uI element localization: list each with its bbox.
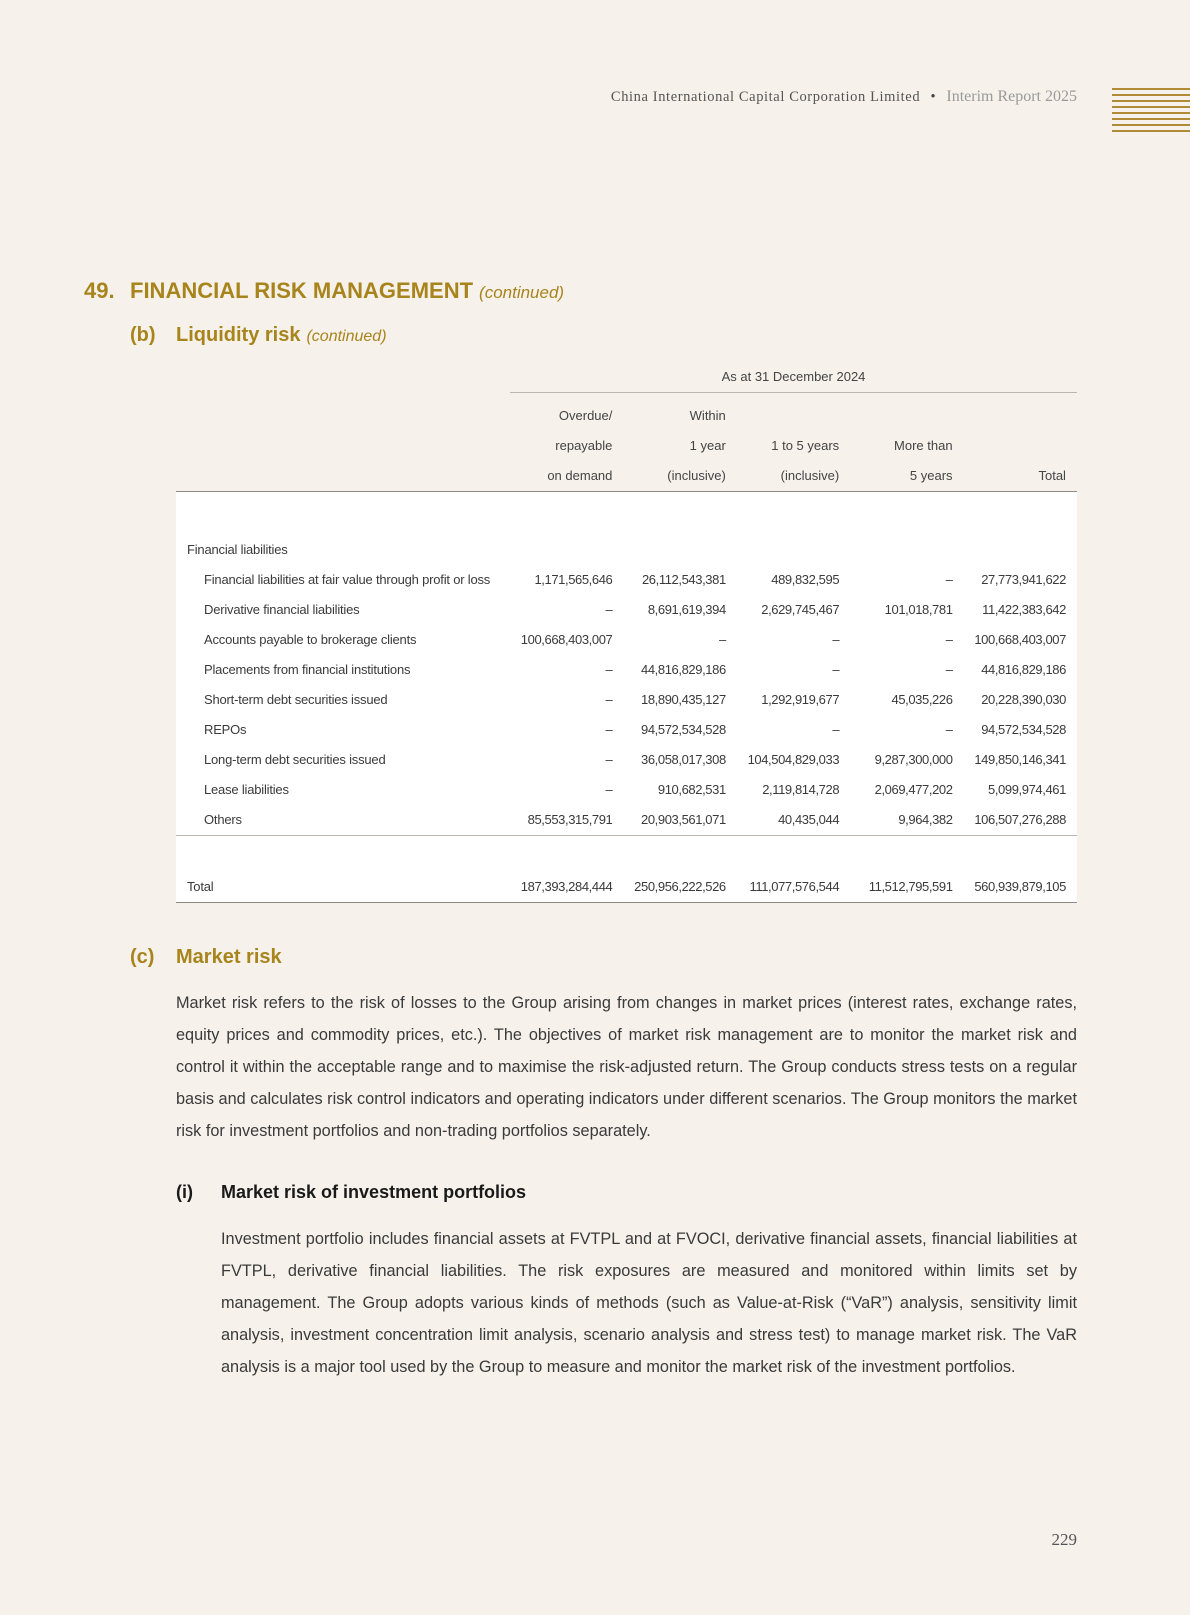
table-row: Placements from financial institutions – 44,816,829,186 – – 44,816,829,186 [204,662,1066,677]
market-risk-paragraph: Market risk refers to the risk of losses to the Group arising from changes in market prices (interest rates, exchange rates, equity prices and commodity prices, etc.). The objectives of market risk management are to monitor the market risk and control it within the acceptable range and to maximise the risk-adjusted return. The Group conducts stress tests on a regular basis and calculates risk control indicators and operating indicators under different scenarios. The Group monitors the market risk for investment portfolios and non-trading portfolios separately. [176,994,1077,1140]
column-header-within-1-year: Within 1 year (inclusive) [667,408,726,483]
subsection-c-i-heading [176,1182,526,1203]
company-name: China International Capital Corporation Limited [610,89,921,105]
subsection-c-label: (c) [130,946,155,968]
investment-portfolio-paragraph: Investment portfolio includes financial assets at FVTPL and at FVOCI, derivative financial assets, financial liabilities at FVTPL, derivative financial liabilities. The risk exposures are measured and monitored within limits set by management. The Group adopts various kinds of methods (such as Value-at-Risk (“VaR”) analysis, sensitivity limit analysis, investment concentration limit analysis, scenario analysis and stress test) to manage market risk. The VaR analysis is a major tool used by the Group to measure and monitor the market risk of the investment portfolios. [221,1230,1077,1376]
table-row: Financial liabilities at fair value through profit or loss 1,171,565,646 26,112,543,381 489,832,595 – 27,773,941,622 [204,572,1066,587]
table-period: As at 31 December 2024 [510,365,1077,393]
subsection-c-i-title: Market risk of investment portfolios [221,1182,527,1202]
table-row: Derivative financial liabilities – 8,691,619,394 2,629,745,467 101,018,781 11,422,383,642 [204,602,1066,617]
subsection-b-label: (b) [130,324,156,346]
subsection-c-title: Market risk [176,946,282,968]
section-title: FINANCIAL RISK MANAGEMENT [130,278,474,303]
table-body [176,492,1077,903]
section-number: 49. [84,278,115,303]
table-row: Short-term debt securities issued – 18,890,435,127 1,292,919,677 45,035,226 20,228,390,030 [204,692,1066,707]
column-header-total: Total [1038,468,1066,483]
table-row: Accounts payable to brokerage clients 100,668,403,007 – – – 100,668,403,007 [204,632,1066,647]
table-row: Long-term debt securities issued – 36,058,017,308 104,504,829,033 9,287,300,000 149,850,146,341 [204,752,1066,767]
header-separator: • [930,89,937,105]
liquidity-table [176,365,1077,903]
section-heading [84,278,564,304]
report-title: Interim Report 2025 [946,88,1077,105]
subsection-b-title: Liquidity risk [176,324,301,346]
table-total-row: Total 187,393,284,444 250,956,222,526 111,077,576,544 11,512,795,591 560,939,879,105 [176,872,1077,903]
subsection-c-heading [130,946,282,969]
running-header [611,88,1077,106]
table-row: REPOs – 94,572,534,528 – – 94,572,534,528 [204,722,1066,737]
subsection-b-heading [130,324,387,347]
table-section-label: Financial liabilities [187,542,288,557]
subsection-b-continued: (continued) [306,328,387,345]
section-continued: (continued) [479,283,565,302]
table-column-headers [176,393,1077,492]
decorative-stripes-icon [1112,88,1190,136]
column-header-more-than-5-years: More than 5 years [894,438,953,483]
subsection-c-i-label: (i) [176,1182,193,1202]
column-header-overdue: Overdue/ repayable on demand [547,408,613,483]
column-header-1-to-5-years: 1 to 5 years (inclusive) [771,438,840,483]
page-number: 229 [1051,1530,1077,1549]
table-row: Lease liabilities – 910,682,531 2,119,814,728 2,069,477,202 5,099,974,461 [204,782,1066,797]
table-row: Others 85,553,315,791 20,903,561,071 40,435,044 9,964,382 106,507,276,288 [176,805,1077,836]
